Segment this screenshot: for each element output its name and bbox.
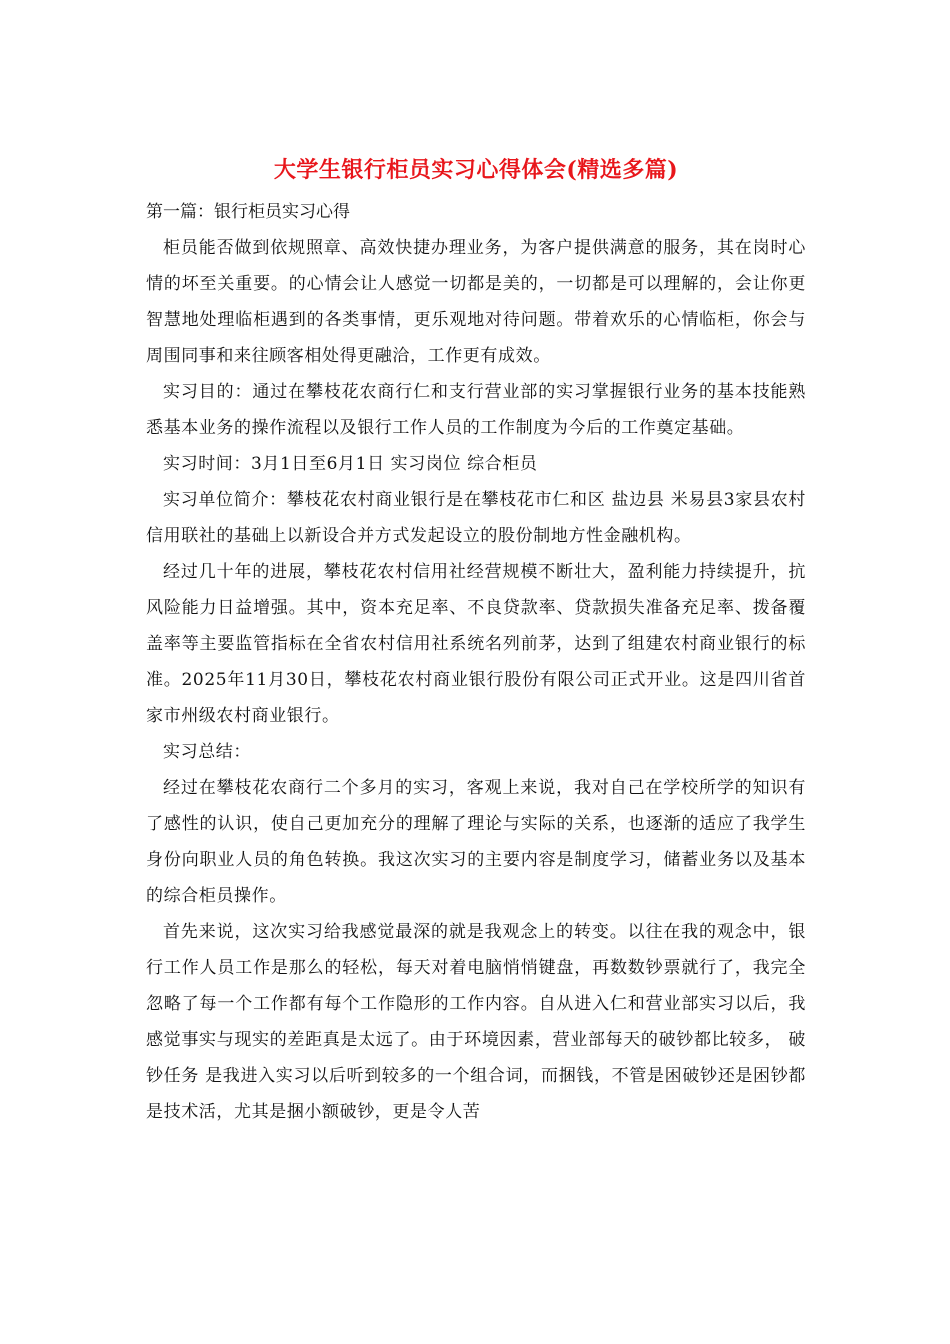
paragraph-unit-intro: 实习单位简介：攀枝花农村商业银行是在攀枝花市仁和区 盐边县 米易县3家县农村信用联社的基础上以新设合并方式发起设立的股份制地方性金融机构。 [146, 490, 806, 546]
paragraph-purpose: 实习目的：通过在攀枝花农商行仁和支行营业部的实习掌握银行业务的基本技能熟悉基本业务的操作流程以及银行工作人员的工作制度为今后的工作奠定基础。 [146, 382, 806, 438]
paragraph-summary: 经过在攀枝花农商行二个多月的实习，客观上来说，我对自己在学校所学的知识有了感性的认识，使自己更加充分的理解了理论与实际的关系，也逐渐的适应了我学生身份向职业人员的角色转换。我这次实习的主要内容是制度学习，储蓄业务以及基本的综合柜员操作。 [146, 778, 806, 906]
paragraph-development: 经过几十年的进展，攀枝花农村信用社经营规模不断壮大，盈利能力持续提升，抗风险能力日益增强。其中，资本充足率、不良贷款率、贷款损失准备充足率、拨备覆盖率等主要监管指标在全省农村信用社系统名列前茅，达到了组建农村商业银行的标准。2025年11月30日，攀枝花农村商业银行股份有限公司正式开业。这是四川省首家市州级农村商业银行。 [146, 562, 806, 726]
paragraph-intro: 柜员能否做到依规照章、高效快捷办理业务，为客户提供满意的服务，其在岗时心情的坏至关重要。的心情会让人感觉一切都是美的，一切都是可以理解的，会让你更智慧地处理临柜遇到的各类事情，更乐观地对待问题。带着欢乐的心情临柜，你会与周围同事和来往顾客相处得更融洽，工作更有成效。 [146, 238, 806, 366]
document-page [146, 150, 806, 1130]
paragraph-first: 首先来说，这次实习给我感觉最深的就是我观念上的转变。以往在我的观念中，银行工作人员工作是那么的轻松，每天对着电脑悄悄键盘，再数数钞票就行了，我完全忽略了每一个工作都有每个工作隐形的工作内容。自从进入仁和营业部实习以后，我感觉事实与现实的差距真是太远了。由于环境因素，营业部每天的破钞都比较多， 破钞任务 是我进入实习以后听到较多的一个组合词，而捆钱，不管是困破钞还是困钞都是技术活，尤其是捆小额破钞，更是令人苦 [146, 922, 806, 1122]
paragraph-time: 实习时间：3月1日至6月1日 实习岗位 综合柜员 [163, 454, 538, 474]
section-heading: 第一篇：银行柜员实习心得 [146, 202, 350, 222]
paragraph-summary-heading: 实习总结： [163, 742, 251, 762]
document-title: 大学生银行柜员实习心得体会(精选多篇) [273, 157, 679, 183]
